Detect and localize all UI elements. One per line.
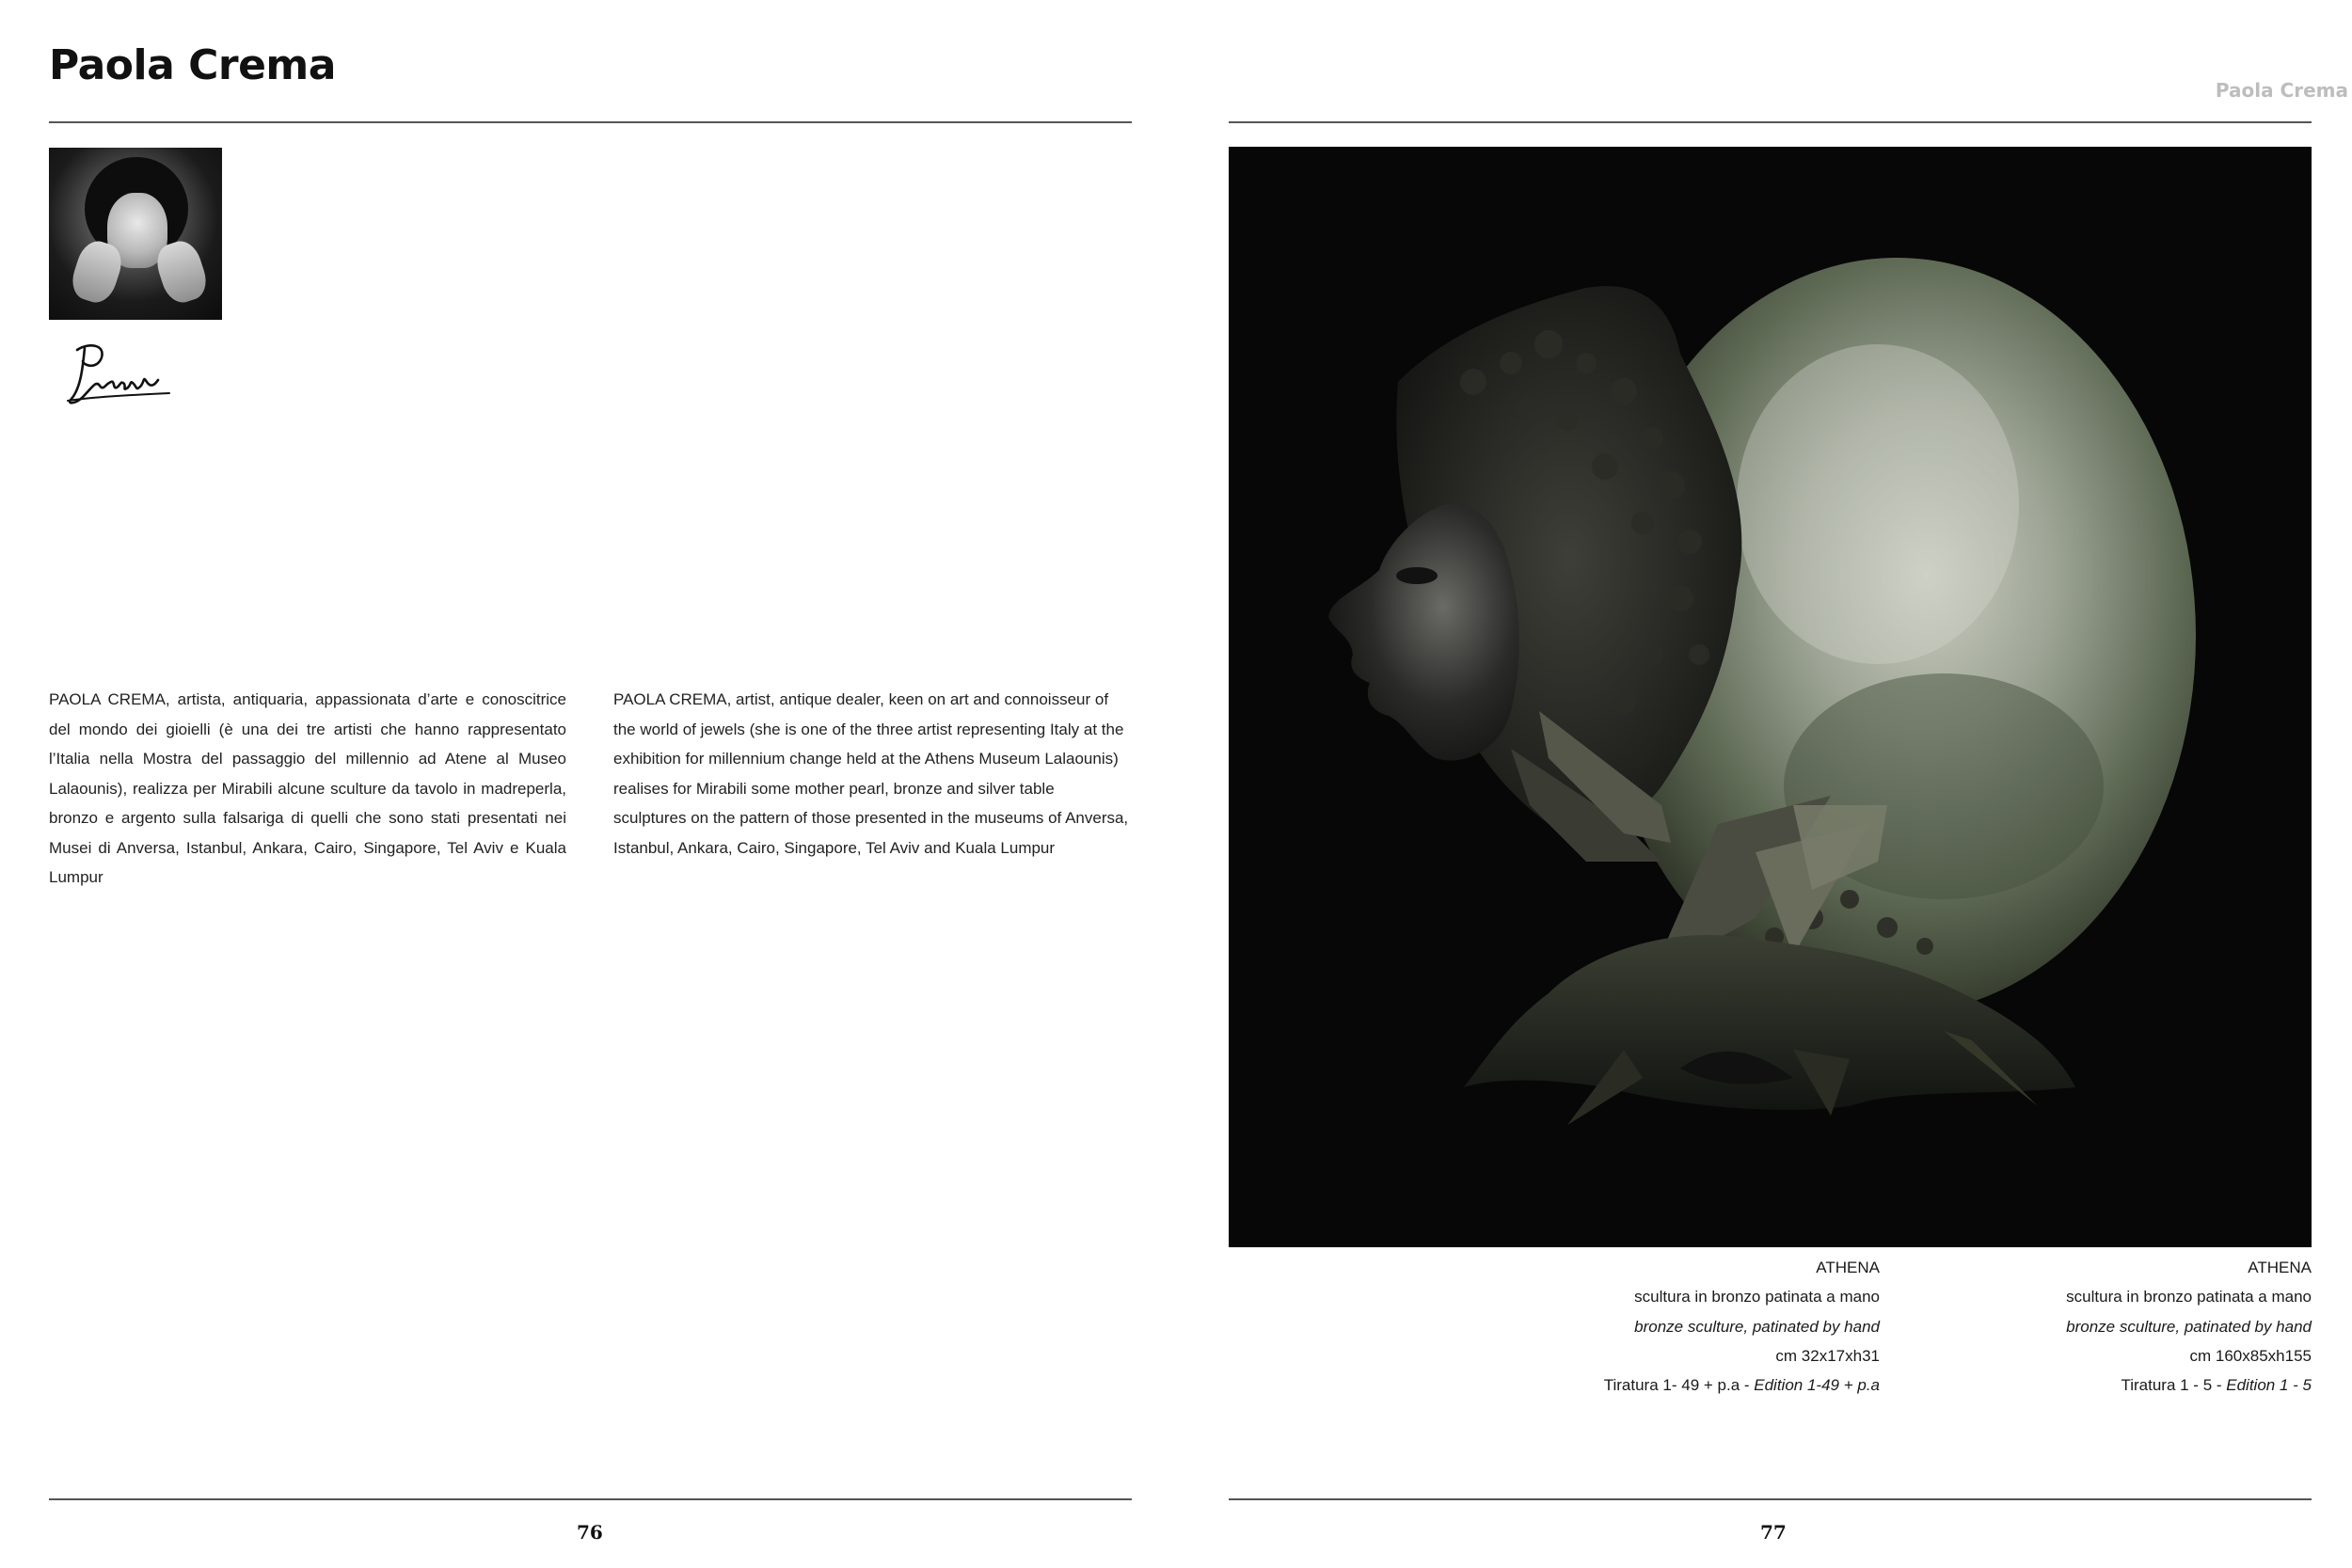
caption-material-en: bronze sculture, patinated by hand	[2066, 1317, 2312, 1336]
caption-material-en: bronze sculture, patinated by hand	[1634, 1317, 1880, 1336]
artist-portrait	[49, 148, 222, 320]
caption-title: ATHENA	[2248, 1259, 2312, 1276]
caption-large-edition	[1916, 1253, 2312, 1400]
caption-edition	[1916, 1370, 2312, 1400]
top-rule	[49, 121, 1132, 123]
page-number: 76	[577, 1521, 603, 1544]
artist-signature	[64, 339, 177, 414]
caption-dimensions: cm 32x17xh31	[1775, 1346, 1880, 1365]
caption-edition-it: Tiratura 1- 49 + p.a -	[1603, 1376, 1755, 1395]
running-head: Paola Crema	[2215, 79, 2348, 102]
caption-title: ATHENA	[1816, 1259, 1880, 1276]
top-rule	[1229, 121, 2312, 123]
page-number: 77	[1760, 1521, 1787, 1544]
right-page	[1176, 0, 2352, 1568]
caption-material-it: scultura in bronzo patinata a mano	[1634, 1288, 1880, 1307]
caption-small-edition	[1485, 1253, 1880, 1400]
caption-dimensions: cm 160x85xh155	[2189, 1346, 2312, 1365]
caption-edition-it: Tiratura 1 - 5 -	[2121, 1376, 2227, 1395]
caption-edition-en: Edition 1-49 + p.a	[1754, 1376, 1880, 1395]
biography-italian: PAOLA CREMA, artista, antiquaria, appassionata d’arte e conoscitrice del mondo dei gioielli (è una dei tre artisti che hanno rappresentato l’Italia nella Mostra del passaggio del millennio ad Atene al Museo Lalaounis), realizza per Mirabili alcune sculture da tavolo in madreperla, bronzo e argento sulla falsariga di quelli che sono stati presentati nei Musei di Anversa, Istanbul, Ankara, Cairo, Singapore, Tel Aviv e Kuala Lumpur	[49, 690, 566, 886]
bottom-rule	[49, 1498, 1132, 1500]
artist-title: Paola Crema	[49, 41, 336, 89]
caption-edition	[1485, 1370, 1880, 1400]
caption-edition-en: Edition 1 - 5	[2226, 1376, 2312, 1395]
bottom-rule	[1229, 1498, 2312, 1500]
biography-english: PAOLA CREMA, artist, antique dealer, keen on art and connoisseur of the world of jewels (she is one of the three artist representing Italy at the exhibition for millennium change held at the Athens Museum Lalaounis) realises for Mirabili some mother pearl, bronze and silver table sculptures on the pattern of those presented in the museums of Anversa, Istanbul, Ankara, Cairo, Singapore, Tel Aviv and Kuala Lumpur	[613, 690, 1129, 857]
caption-material-it: scultura in bronzo patinata a mano	[2066, 1288, 2312, 1307]
athena-sculpture-photo	[1229, 147, 2312, 1247]
